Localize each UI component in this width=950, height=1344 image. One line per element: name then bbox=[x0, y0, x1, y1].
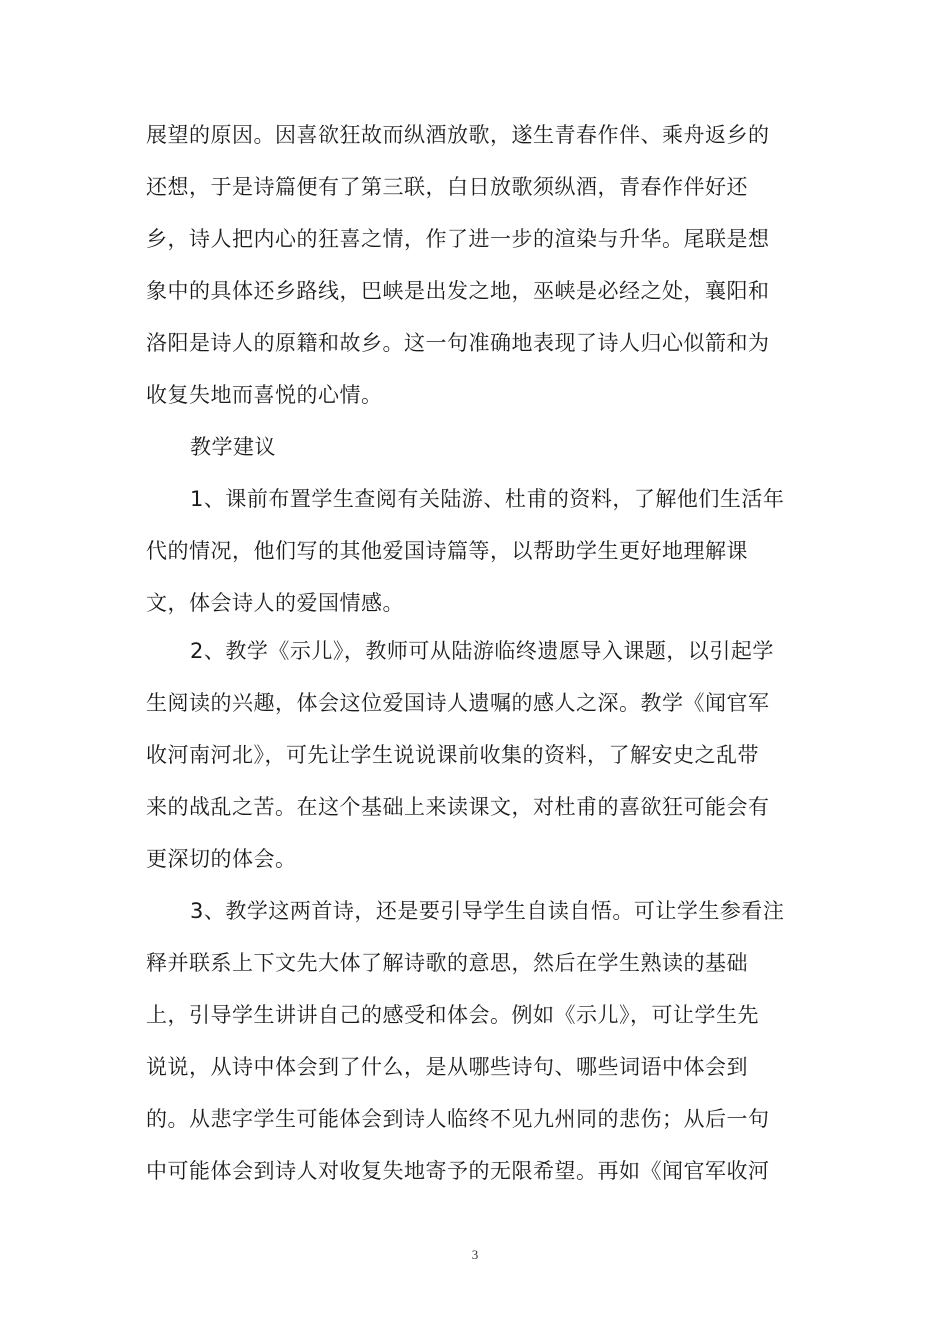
text-line: 说说，从诗中体会到了什么，是从哪些诗句、哪些词语中体会到 bbox=[146, 1055, 748, 1079]
text-line: 中可能体会到诗人对收复失地寄予的无限希望。再如《闻官军收河 bbox=[146, 1159, 770, 1183]
text-line: 文，体会诗人的爱国情感。 bbox=[146, 591, 404, 615]
text-line: 更深切的体会。 bbox=[146, 847, 297, 871]
text-line: 上，引导学生讲讲自己的感受和体会。例如《示儿》，可让学生先 bbox=[146, 1003, 759, 1027]
text-line: 还想，于是诗篇便有了第三联，白日放歌须纵酒，青春作伴好还 bbox=[146, 175, 748, 199]
text-line: 代的情况，他们写的其他爱国诗篇等，以帮助学生更好地理解课 bbox=[146, 539, 748, 563]
text-line: 收复失地而喜悦的心情。 bbox=[146, 383, 383, 407]
text-line: 收河南河北》，可先让学生说说课前收集的资料，了解安史之乱带 bbox=[146, 743, 759, 767]
text-line: 乡，诗人把内心的狂喜之情，作了进一步的渲染与升华。尾联是想 bbox=[146, 227, 770, 251]
text-line: 生阅读的兴趣，体会这位爱国诗人遗嘱的感人之深。教学《闻官军 bbox=[146, 691, 770, 715]
text-line: 来的战乱之苦。在这个基础上来读课文，对杜甫的喜欲狂可能会有 bbox=[146, 795, 770, 819]
text-line: 释并联系上下文先大体了解诗歌的意思，然后在学生熟读的基础 bbox=[146, 951, 748, 975]
text-line: 展望的原因。因喜欲狂故而纵酒放歌，遂生青春作伴、乘舟返乡的 bbox=[146, 123, 770, 147]
page-number: 3 bbox=[471, 1247, 479, 1262]
text-line: 1、课前布置学生查阅有关陆游、杜甫的资料，了解他们生活年 bbox=[190, 487, 785, 511]
text-line: 象中的具体还乡路线，巴峡是出发之地，巫峡是必经之处，襄阳和 bbox=[146, 279, 770, 303]
text-line: 的。从悲字学生可能体会到诗人临终不见九州同的悲伤；从后一句 bbox=[146, 1107, 770, 1131]
text-line: 3、教学这两首诗，还是要引导学生自读自悟。可让学生参看注 bbox=[190, 899, 785, 923]
text-line: 2、教学《示儿》，教师可从陆游临终遗愿导入课题，以引起学 bbox=[190, 639, 774, 663]
text-line: 洛阳是诗人的原籍和故乡。这一句准确地表现了诗人归心似箭和为 bbox=[146, 331, 770, 355]
section-heading: 教学建议 bbox=[190, 435, 276, 459]
